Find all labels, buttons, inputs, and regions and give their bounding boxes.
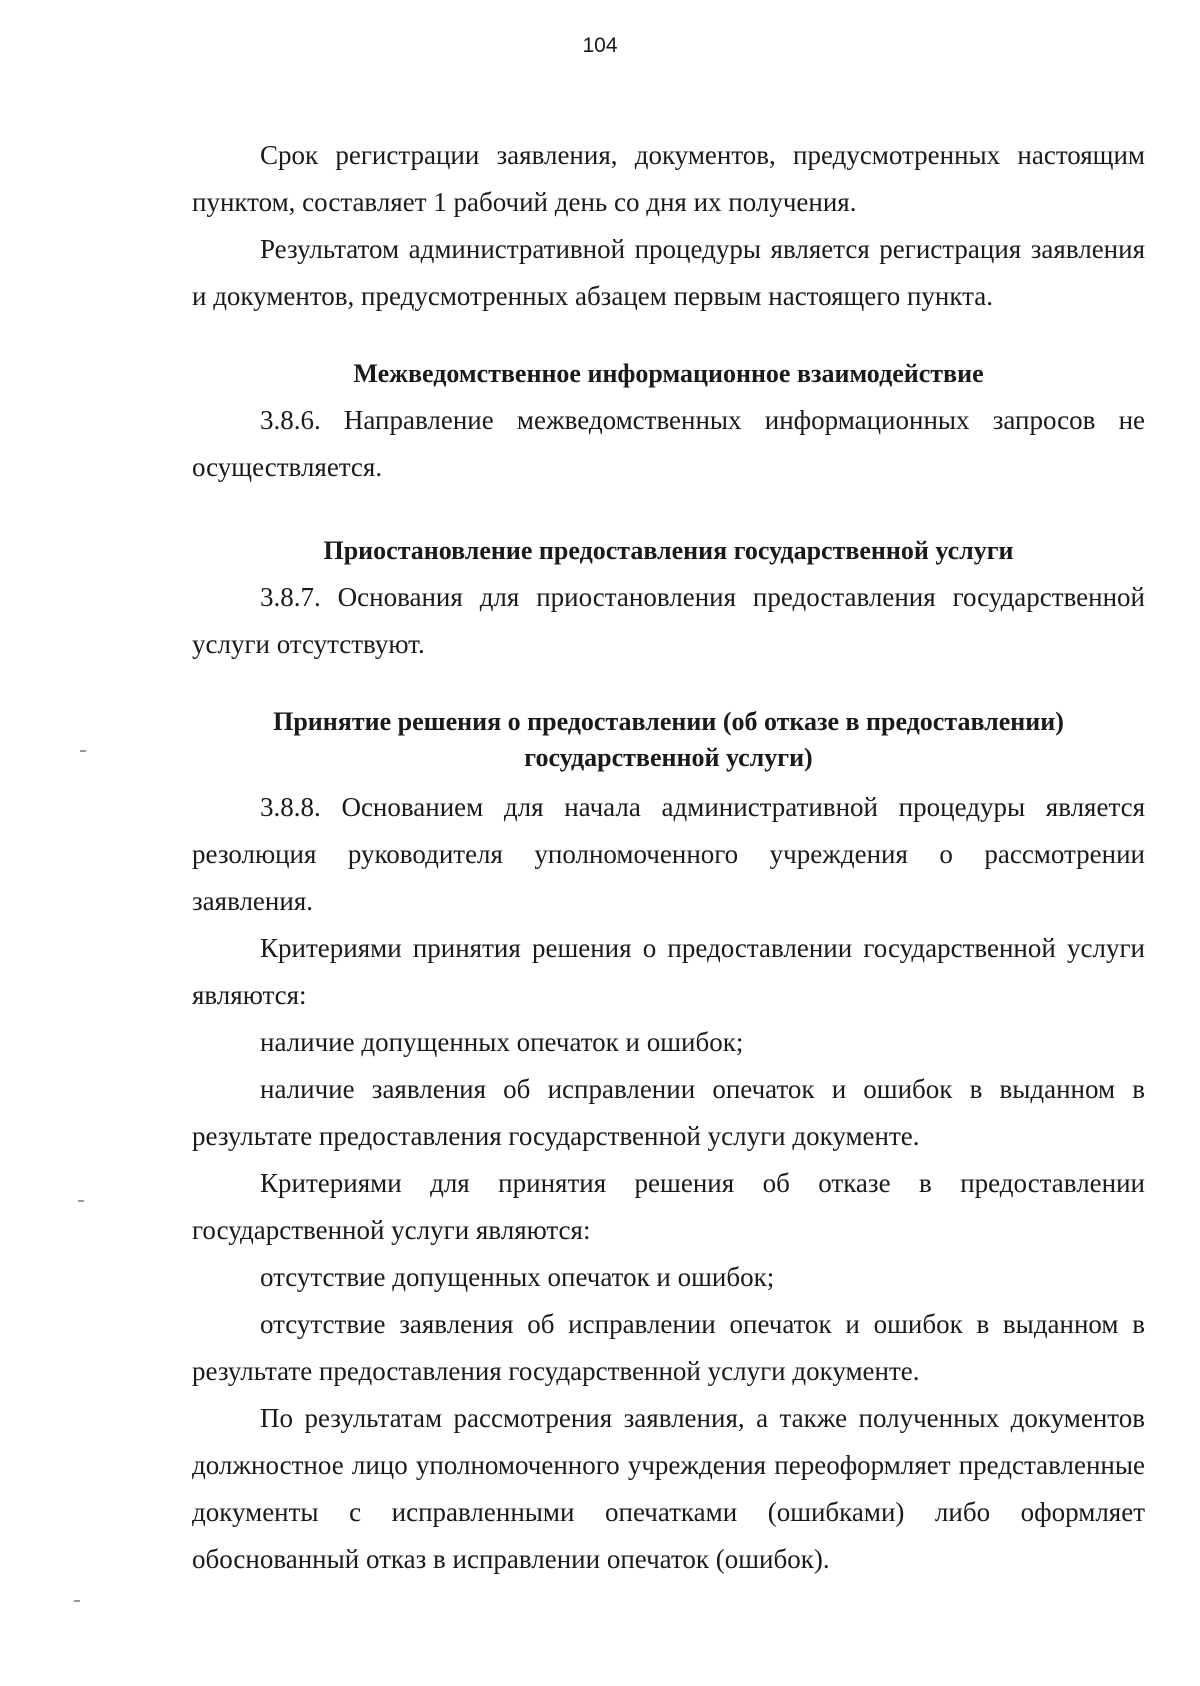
scan-artifact — [78, 1200, 84, 1202]
list-item-refusal-2: отсутствие заявления об исправлении опечаток и ошибок в выданном в результате предоставления государственной услуги документе. — [192, 1309, 1145, 1386]
scan-artifact — [80, 750, 86, 752]
list-item-approval-2: наличие заявления об исправлении опечаток и ошибок в выданном в результате предоставления государственной услуги документе. — [192, 1074, 1145, 1151]
paragraph-3-8-7: 3.8.7. Основания для приостановления предоставления государственной услуги отсутствуют. — [192, 582, 1145, 659]
paragraph-refusal-criteria: Критериями для принятия решения об отказе в предоставлении государственной услуги являются: — [192, 1168, 1145, 1245]
paragraph-3-8-6: 3.8.6. Направление межведомственных информационных запросов не осуществляется. — [192, 405, 1145, 482]
scan-artifact — [74, 1600, 80, 1602]
list-item-approval-1: наличие допущенных опечаток и ошибок; — [260, 1027, 744, 1057]
paragraph-registration-term: Срок регистрации заявления, документов, предусмотренных настоящим пунктом, составляет 1 рабочий день со дня их получения. — [192, 140, 1145, 217]
heading-service-suspension: Приостановление предоставления государственной услуги — [323, 536, 1014, 565]
paragraph-procedure-result: Результатом административной процедуры является регистрация заявления и документов, предусмотренных абзацем первым настоящего пункта. — [192, 234, 1145, 311]
heading-decision-line1: Принятие решения о предоставлении (об отказе в предоставлении) — [273, 707, 1064, 736]
list-item-refusal-1: отсутствие допущенных опечаток и ошибок; — [260, 1262, 775, 1292]
paragraph-review-results: По результатам рассмотрения заявления, а также полученных документов должностное лицо уполномоченного учреждения переоформляет представленные документы с исправленными опечатками (ошибками) либо оформляет обоснованный отказ в исправлении опечаток (ошибок). — [192, 1403, 1145, 1574]
paragraph-approval-criteria: Критериями принятия решения о предоставлении государственной услуги являются: — [192, 933, 1145, 1010]
page-number: 104 — [582, 34, 618, 57]
heading-interagency-interaction: Межведомственное информационное взаимодействие — [353, 359, 984, 388]
document-body — [192, 132, 1145, 1583]
heading-decision-line2: государственной услуги) — [524, 743, 813, 772]
paragraph-3-8-8: 3.8.8. Основанием для начала административной процедуры является резолюция руководителя уполномоченного учреждения о рассмотрении заявления. — [192, 792, 1145, 916]
